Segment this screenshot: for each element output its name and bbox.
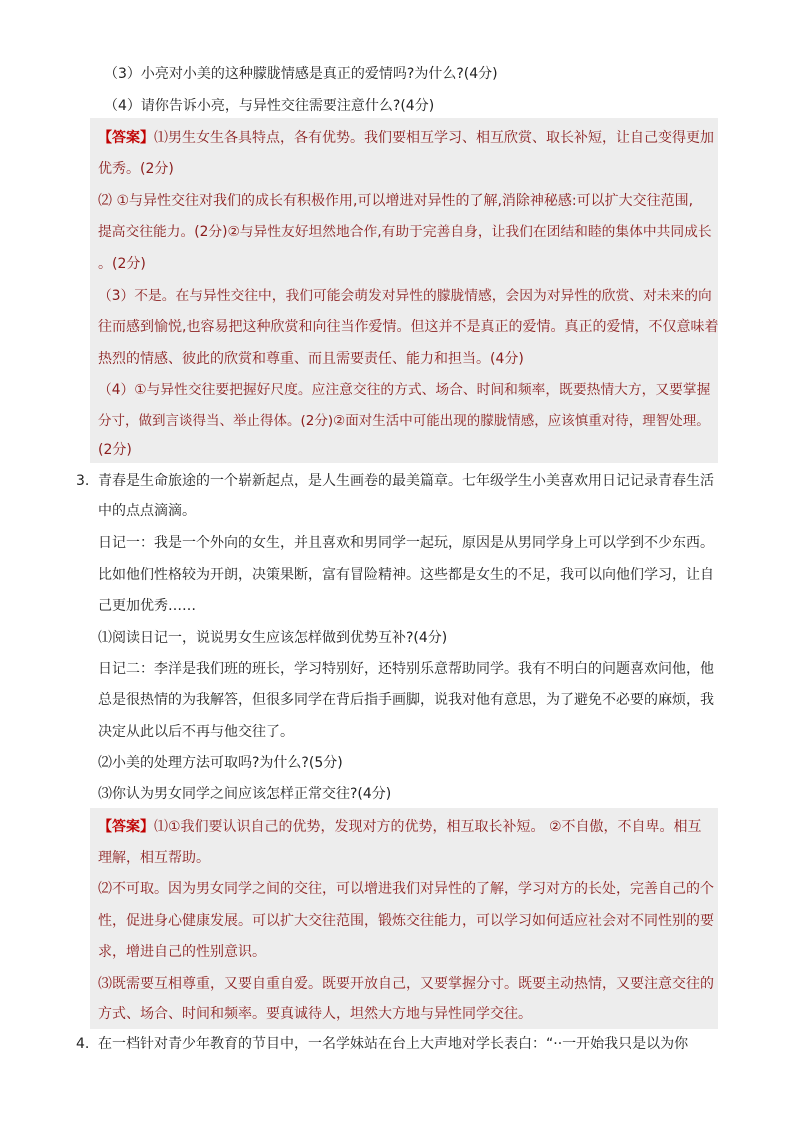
answer-label: 【答案】 [98,130,154,146]
question-3-line: ⑴阅读日记一，说说男女生应该怎样做到优势互补?(4分) [98,630,448,646]
question-4-line: 在一档针对青少年教育的节目中，一名学妹站在台上大声地对学长表白：“··一开始我只是以为你 [98,1036,689,1052]
question-3-line: 总是很热情的为我解答，但很多同学在背后指手画脚，说我对他有意思，为了避免不必要的麻烦，我 [98,692,714,708]
question-3-line: 己更加优秀…… [98,598,196,614]
question-3-line: 比如他们性格较为开朗，决策果断，富有冒险精神。这些都是女生的不足，我可以向他们学习，让自 [98,567,714,583]
answer-3-line: 理解，相互帮助。 [98,850,210,866]
question-3-line: 日记一：我是一个外向的女生，并且喜欢和男同学一起玩，原因是从男同学身上可以学到不少东西。 [98,535,714,551]
question-3-line: 决定从此以后不再与他交往了。 [98,724,294,740]
question-number: 4. [76,1036,90,1052]
answer-2-line: (2分) [98,442,132,458]
question-3-line: ⑶你认为男女同学之间应该怎样正常交往?(4分) [98,786,392,802]
answer-3-line: 求，增进自己的性别意识。 [98,944,266,960]
question-3-line: 中的点点滴滴。 [98,503,196,519]
answer-2-line: （3）不是。在与异性交往中，我们可能会萌发对异性的朦胧情感，会因为对异性的欣赏、对未来的向 [98,288,712,304]
answer-2-line: 。(2分) [98,256,146,272]
answer-2-line: 往而感到愉悦,也容易把这种欣赏和向往当作爱情。但这并不是真正的爱情。真正的爱情，不仅意味着 [98,319,719,335]
answer-2-line: 热烈的情感、彼此的欣赏和尊重、而且需要责任、能力和担当。(4分) [98,351,524,367]
answer-label: 【答案】 [98,819,154,835]
question-3-line: 日记二：李洋是我们班的班长，学习特别好，还特别乐意帮助同学。我有不明白的问题喜欢问他，他 [98,661,714,677]
question-2-sub-3: （3）小亮对小美的这种朦胧情感是真正的爱情吗?为什么?(4分) [104,66,498,82]
answer-3-line: 性，促进身心健康发展。可以扩大交往范围，锻炼交往能力，可以学习如何适应社会对不同性别的要 [98,913,714,929]
question-3-line: ⑵小美的处理方法可取吗?为什么?(5分) [98,755,343,771]
answer-3-line: ⑶既需要互相尊重，又要自重自爱。既要开放自己，又要掌握分寸。既要主动热情，又要注意交往的 [98,976,714,992]
question-3-line: 青春是生命旅途的一个崭新起点，是人生画卷的最美篇章。七年级学生小美喜欢用日记记录青春生活 [98,473,714,489]
question-number: 3. [76,473,90,489]
answer-3-line: ⑵不可取。因为男女同学之间的交往，可以增进我们对异性的了解，学习对方的长处，完善自己的个 [98,881,714,897]
answer-2-line: 分寸，做到言谈得当、举止得体。(2分)②面对生活中可能出现的朦胧情感，应该慎重对待，理智处理。 [98,413,710,429]
answer-2-line: 【答案】⑴男生女生各具特点，各有优势。我们要相互学习、相互欣赏、取长补短，让自己变得更加 [98,130,714,146]
answer-2-line: （4）①与异性交往要把握好尺度。应注意交往的方式、场合、时间和频率，既要热情大方，又要掌握 [98,382,711,398]
answer-2-line: 提高交往能力。(2分)②与异性友好坦然地合作,有助于完善自身，让我们在团结和睦的集体中共同成长 [98,224,712,240]
answer-3-line: 方式、场合、时间和频率。要真诚待人，坦然大方地与异性同学交往。 [98,1006,532,1022]
question-2-sub-4: （4）请你告诉小亮，与异性交往需要注意什么?(4分) [104,98,435,114]
answer-2-line: 优秀。(2分) [98,161,174,177]
answer-3-line: 【答案】⑴①我们要认识自己的优势，发现对方的优势，相互取长补短。 ②不自傲，不自卑。相互 [98,819,702,835]
answer-2-line: ⑵ ①与异性交往对我们的成长有积极作用,可以增进对异性的了解,消除神秘感:可以扩大交往范围, [98,193,694,209]
